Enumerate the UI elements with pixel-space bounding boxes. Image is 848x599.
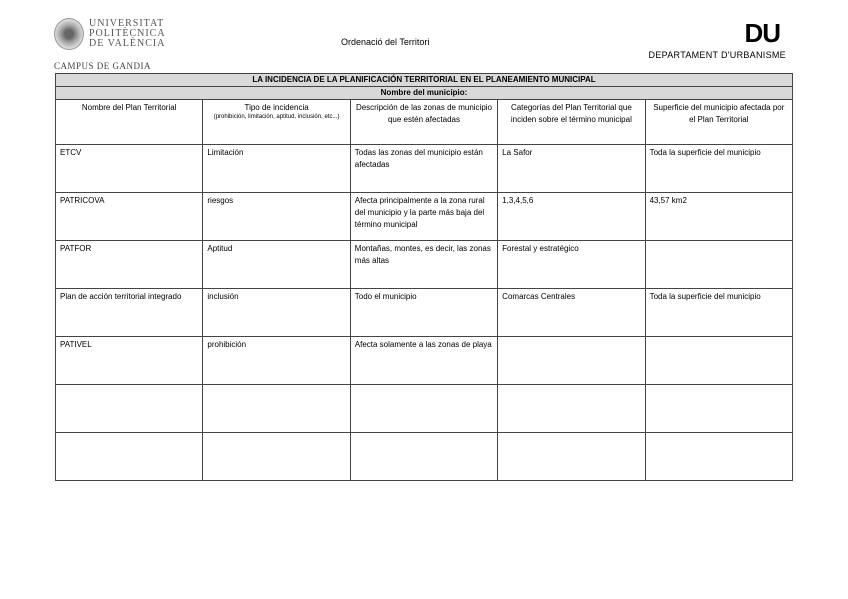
- column-header-label: Categorías del Plan Territorial que inciden sobre el término municipal: [510, 103, 632, 124]
- table-cell[interactable]: inclusión: [203, 289, 350, 337]
- table-cell[interactable]: Forestal y estratégico: [498, 241, 645, 289]
- table-cell[interactable]: Todo el municipio: [350, 289, 497, 337]
- column-header-label: Superficie del municipio afectada por el Plan Territorial: [653, 103, 785, 124]
- table-cell[interactable]: Afecta principalmente a la zona rural del municipio y la parte más baja del término municipal: [350, 193, 497, 241]
- table-row: [56, 145, 793, 193]
- table-cell[interactable]: [645, 433, 792, 481]
- table-cell[interactable]: [350, 385, 497, 433]
- table-cell[interactable]: Toda la superficie del municipio: [645, 145, 792, 193]
- table-cell[interactable]: 43,57 km2: [645, 193, 792, 241]
- table-cell[interactable]: La Safor: [498, 145, 645, 193]
- table-row: [56, 193, 793, 241]
- department-name: DEPARTAMENT D'URBANISME: [648, 50, 786, 60]
- du-logo: DU: [744, 18, 780, 48]
- table-cell[interactable]: Limitación: [203, 145, 350, 193]
- table-cell[interactable]: Aptitud: [203, 241, 350, 289]
- table-cell[interactable]: [56, 433, 203, 481]
- table-cell[interactable]: PATIVEL: [56, 337, 203, 385]
- table-cell[interactable]: riesgos: [203, 193, 350, 241]
- table-cell[interactable]: [203, 433, 350, 481]
- table-title: LA INCIDENCIA DE LA PLANIFICACIÓN TERRITORIAL EN EL PLANEAMIENTO MUNICIPAL: [56, 74, 793, 87]
- upv-logo: [54, 18, 166, 50]
- table-cell[interactable]: Plan de acción territorial integrado: [56, 289, 203, 337]
- table-cell[interactable]: [56, 385, 203, 433]
- campus-name: CAMPUS DE GANDIA: [54, 61, 152, 71]
- column-header-label: Nombre del Plan Territorial: [81, 103, 177, 112]
- column-header: [56, 100, 203, 145]
- column-header-label: Descripción de las zonas de municipio que estén afectadas: [355, 103, 493, 124]
- upv-seal-icon: [54, 18, 84, 50]
- table-cell[interactable]: [498, 337, 645, 385]
- table-cell[interactable]: Todas las zonas del municipio están afectadas: [350, 145, 497, 193]
- table-row: [56, 433, 793, 481]
- table-cell[interactable]: Comarcas Centrales: [498, 289, 645, 337]
- incidence-table: [55, 73, 793, 481]
- table-cell[interactable]: PATRICOVA: [56, 193, 203, 241]
- column-header: [498, 100, 645, 145]
- column-header: [350, 100, 497, 145]
- table-row: [56, 289, 793, 337]
- table-cell[interactable]: [645, 385, 792, 433]
- table-cell[interactable]: PATFOR: [56, 241, 203, 289]
- table-cell[interactable]: [645, 337, 792, 385]
- university-line: UNIVERSITAT: [89, 18, 165, 29]
- university-line: POLITÈCNICA: [89, 28, 166, 39]
- course-title: Ordenació del Territori: [341, 37, 430, 47]
- table-cell[interactable]: [350, 433, 497, 481]
- table-cell[interactable]: [645, 241, 792, 289]
- column-header: [203, 100, 350, 145]
- table-cell[interactable]: [203, 385, 350, 433]
- table-row: [56, 385, 793, 433]
- table-cell[interactable]: ETCV: [56, 145, 203, 193]
- university-line: DE VALÈNCIA: [89, 38, 166, 49]
- table-cell[interactable]: [498, 385, 645, 433]
- table-cell[interactable]: prohibición: [203, 337, 350, 385]
- table-row: [56, 241, 793, 289]
- column-header: [645, 100, 792, 145]
- municipio-field[interactable]: Nombre del municipio:: [56, 87, 793, 100]
- table-cell[interactable]: 1,3,4,5,6: [498, 193, 645, 241]
- table-cell[interactable]: [498, 433, 645, 481]
- column-header-label: Tipo de incidencia: [244, 103, 309, 112]
- university-name: [89, 19, 166, 49]
- table-row: [56, 337, 793, 385]
- table-cell[interactable]: Toda la superficie del municipio: [645, 289, 792, 337]
- table-cell[interactable]: Afecta solamente a las zonas de playa: [350, 337, 497, 385]
- column-header-note: (prohibición, limitación, aptitud, inclusión, etc...): [213, 114, 340, 120]
- table-cell[interactable]: Montañas, montes, es decir, las zonas más altas: [350, 241, 497, 289]
